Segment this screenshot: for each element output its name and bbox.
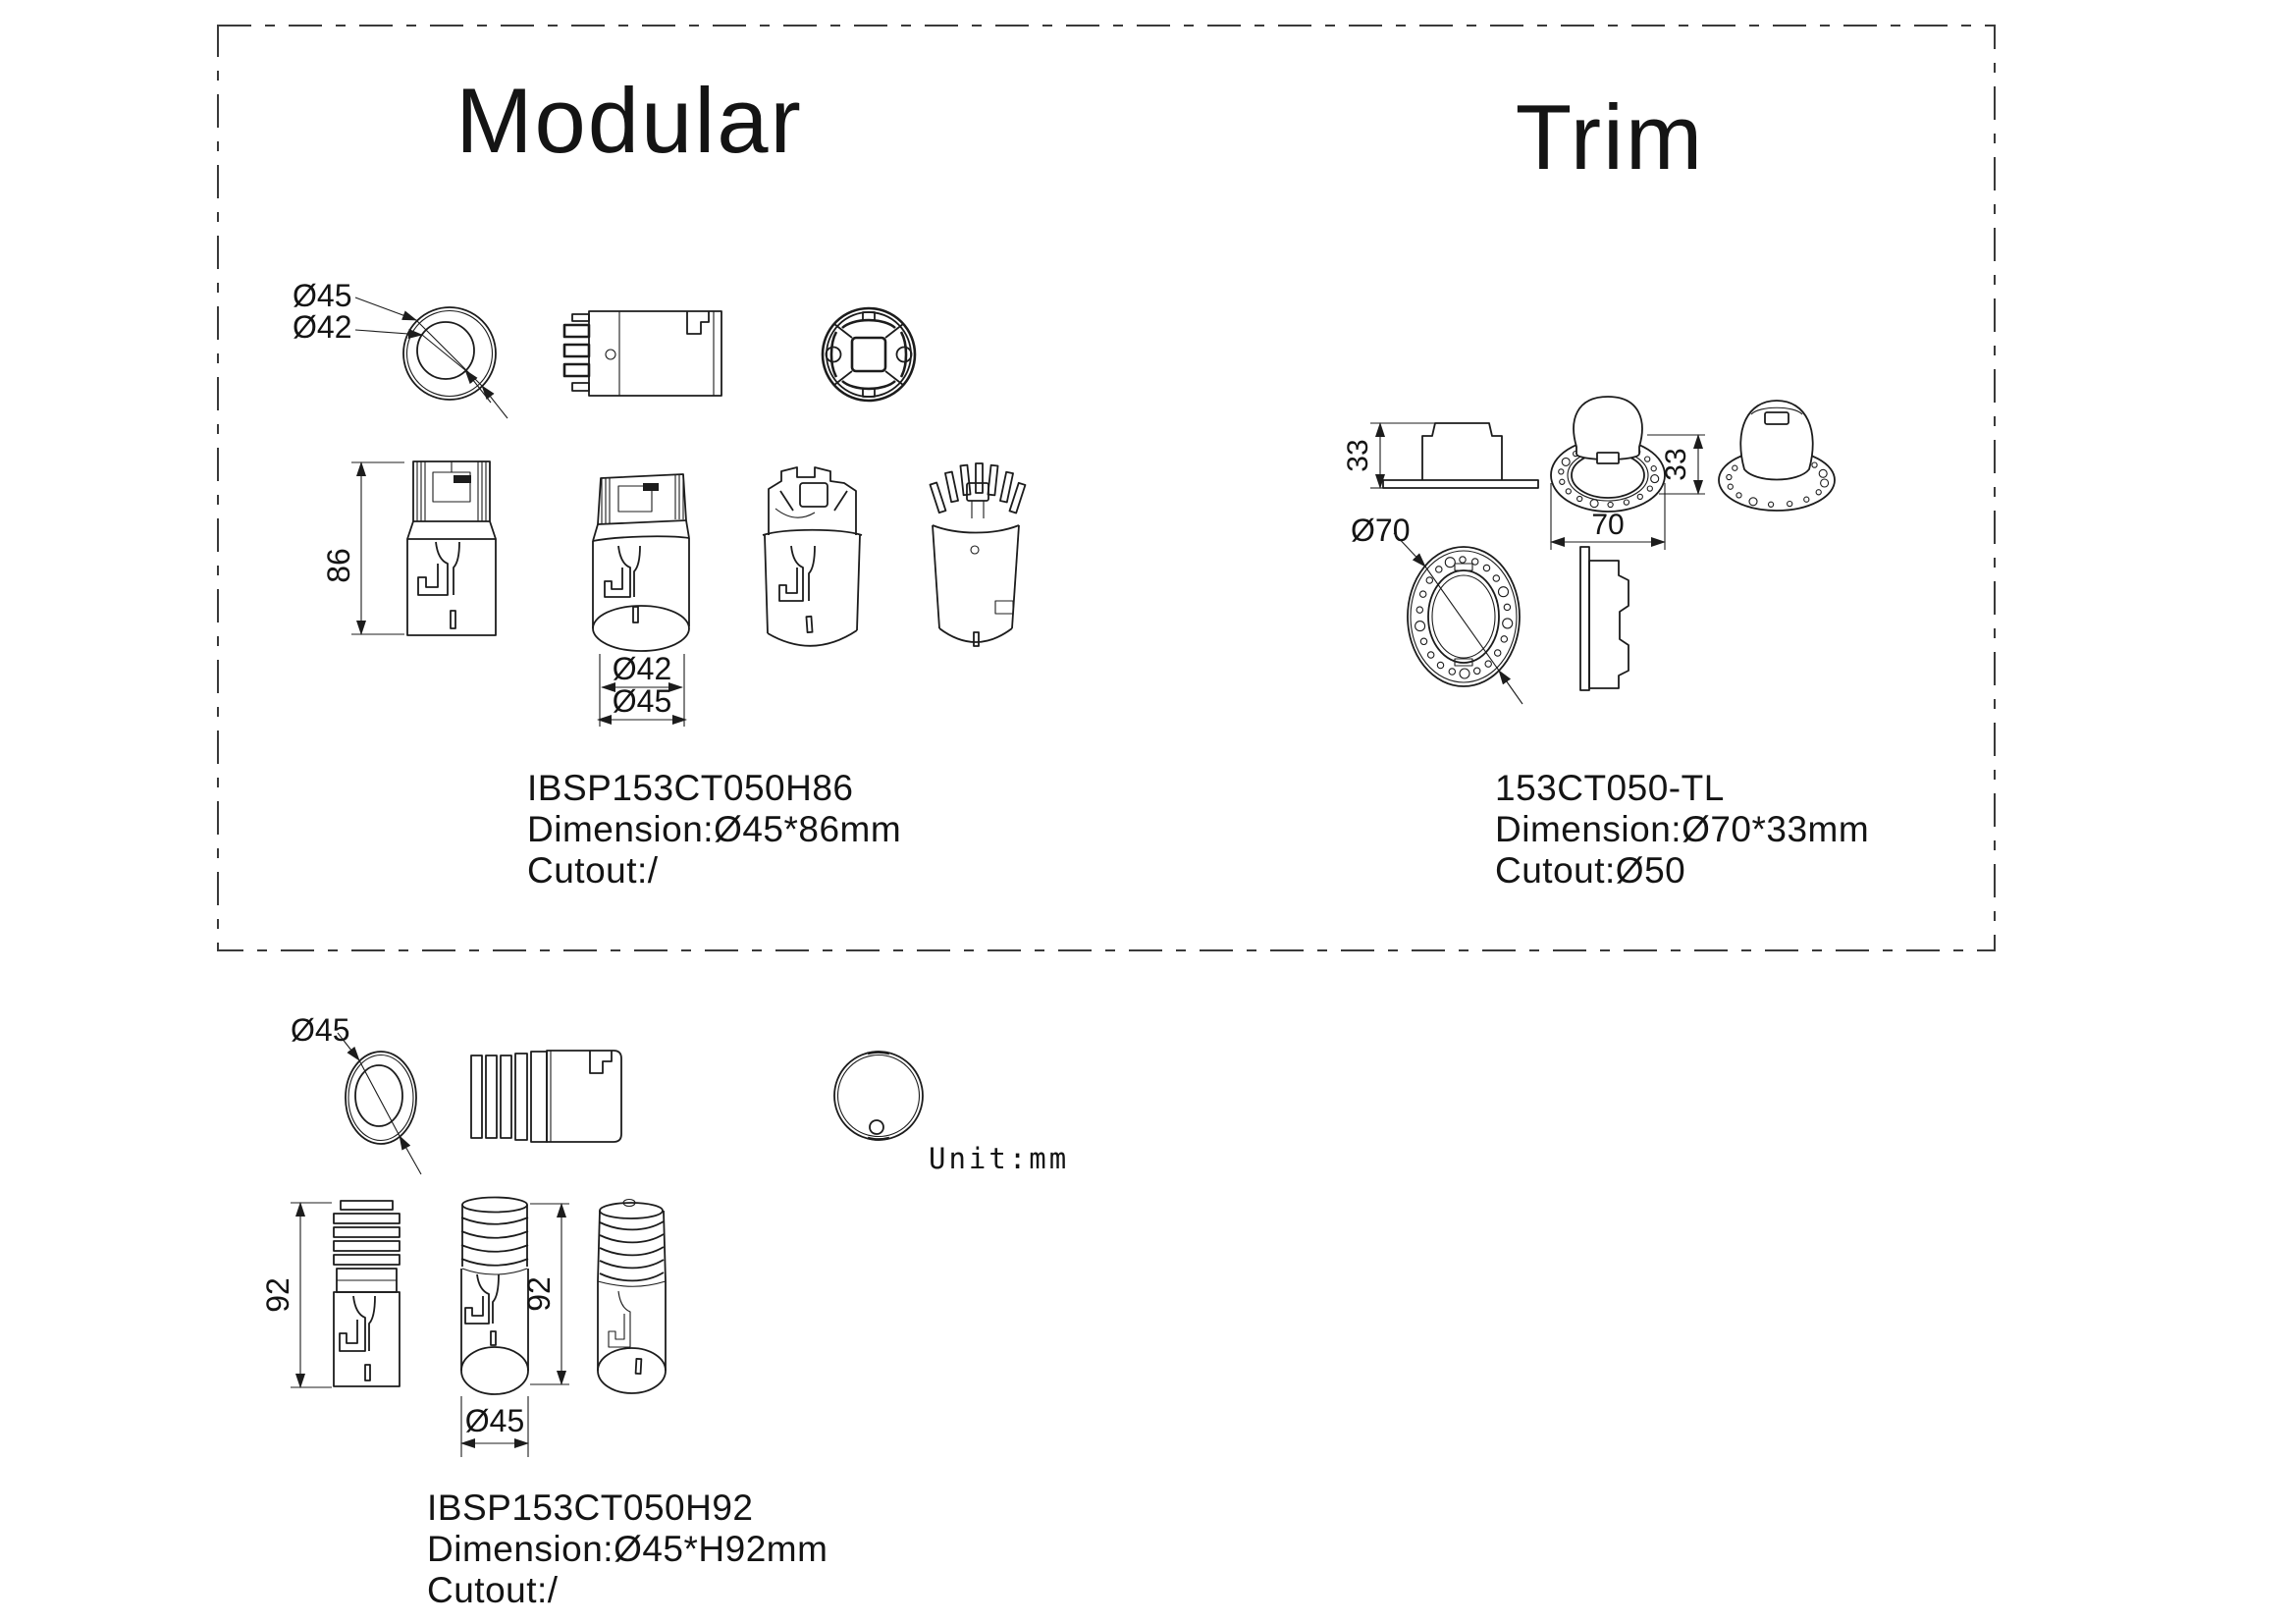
modular-base-outer-dim-label: Ø45 xyxy=(612,683,672,719)
trim-front-view xyxy=(1551,397,1705,550)
h92-left-height-dimension xyxy=(260,1203,332,1387)
modular-height-dimension xyxy=(321,462,404,634)
modular-dimension-text: Dimension:Ø45*86mm xyxy=(527,809,902,849)
h92-left-height-dim-label: 92 xyxy=(260,1277,295,1313)
modular-cutout-text: Cutout:/ xyxy=(527,850,659,891)
modular-top-iso-view xyxy=(763,467,862,646)
trim-flange-dim-label: Ø70 xyxy=(1351,513,1411,548)
h92-right-height-dim-label: 92 xyxy=(521,1276,557,1312)
h92-dimension-text: Dimension:Ø45*H92mm xyxy=(427,1529,828,1569)
h92-cutout-text: Cutout:/ xyxy=(427,1570,559,1610)
h92-front-elevation xyxy=(334,1201,400,1386)
h92-base-dim-label: Ø45 xyxy=(464,1403,525,1438)
h92-back-view xyxy=(834,1052,923,1140)
trim-width-dim-label: 70 xyxy=(1591,509,1625,541)
modular-outer-diameter-label: Ø45 xyxy=(293,278,352,313)
h92-iso-view xyxy=(598,1200,666,1394)
modular-height-dim-label: 86 xyxy=(321,548,356,583)
trim-info-block xyxy=(1495,768,1869,891)
modular-base-inner-dim-label: Ø42 xyxy=(612,651,672,686)
h92-three-quarter-view xyxy=(461,1198,528,1458)
modular-title: Modular xyxy=(455,69,803,172)
modular-iso-view xyxy=(931,463,1026,646)
modular-side-view xyxy=(564,311,721,396)
unit-label: Unit:mm xyxy=(929,1142,1070,1175)
modular-info-block xyxy=(527,768,901,891)
trim-dimension-text: Dimension:Ø70*33mm xyxy=(1495,809,1870,849)
modular-back-view xyxy=(823,308,915,401)
trim-side-height-dim-label: 33 xyxy=(1342,439,1374,472)
trim-iso-view xyxy=(1719,401,1835,511)
trim-ring-view xyxy=(1351,513,1522,704)
modular-front-elevation xyxy=(407,461,496,635)
trim-side-view xyxy=(1342,423,1538,488)
modular-front-view xyxy=(293,278,507,418)
h92-model-text: IBSP153CT050H92 xyxy=(427,1488,754,1528)
h92-front-dim-label: Ø45 xyxy=(291,1012,350,1048)
modular-model-text: IBSP153CT050H86 xyxy=(527,768,854,808)
trim-front-height-dim-label: 33 xyxy=(1660,448,1692,481)
trim-ring-perforations xyxy=(1415,557,1513,678)
modular-inner-diameter-label: Ø42 xyxy=(293,309,352,345)
trim-model-text: 153CT050-TL xyxy=(1495,768,1725,808)
trim-cutout-text: Cutout:Ø50 xyxy=(1495,850,1686,891)
modular-three-quarter-view xyxy=(593,474,689,727)
h92-info-block xyxy=(427,1488,828,1610)
h92-side-view xyxy=(471,1051,621,1142)
trim-title: Trim xyxy=(1515,85,1705,189)
trim-profile-view xyxy=(1580,547,1629,690)
h92-front-view xyxy=(291,1012,421,1174)
